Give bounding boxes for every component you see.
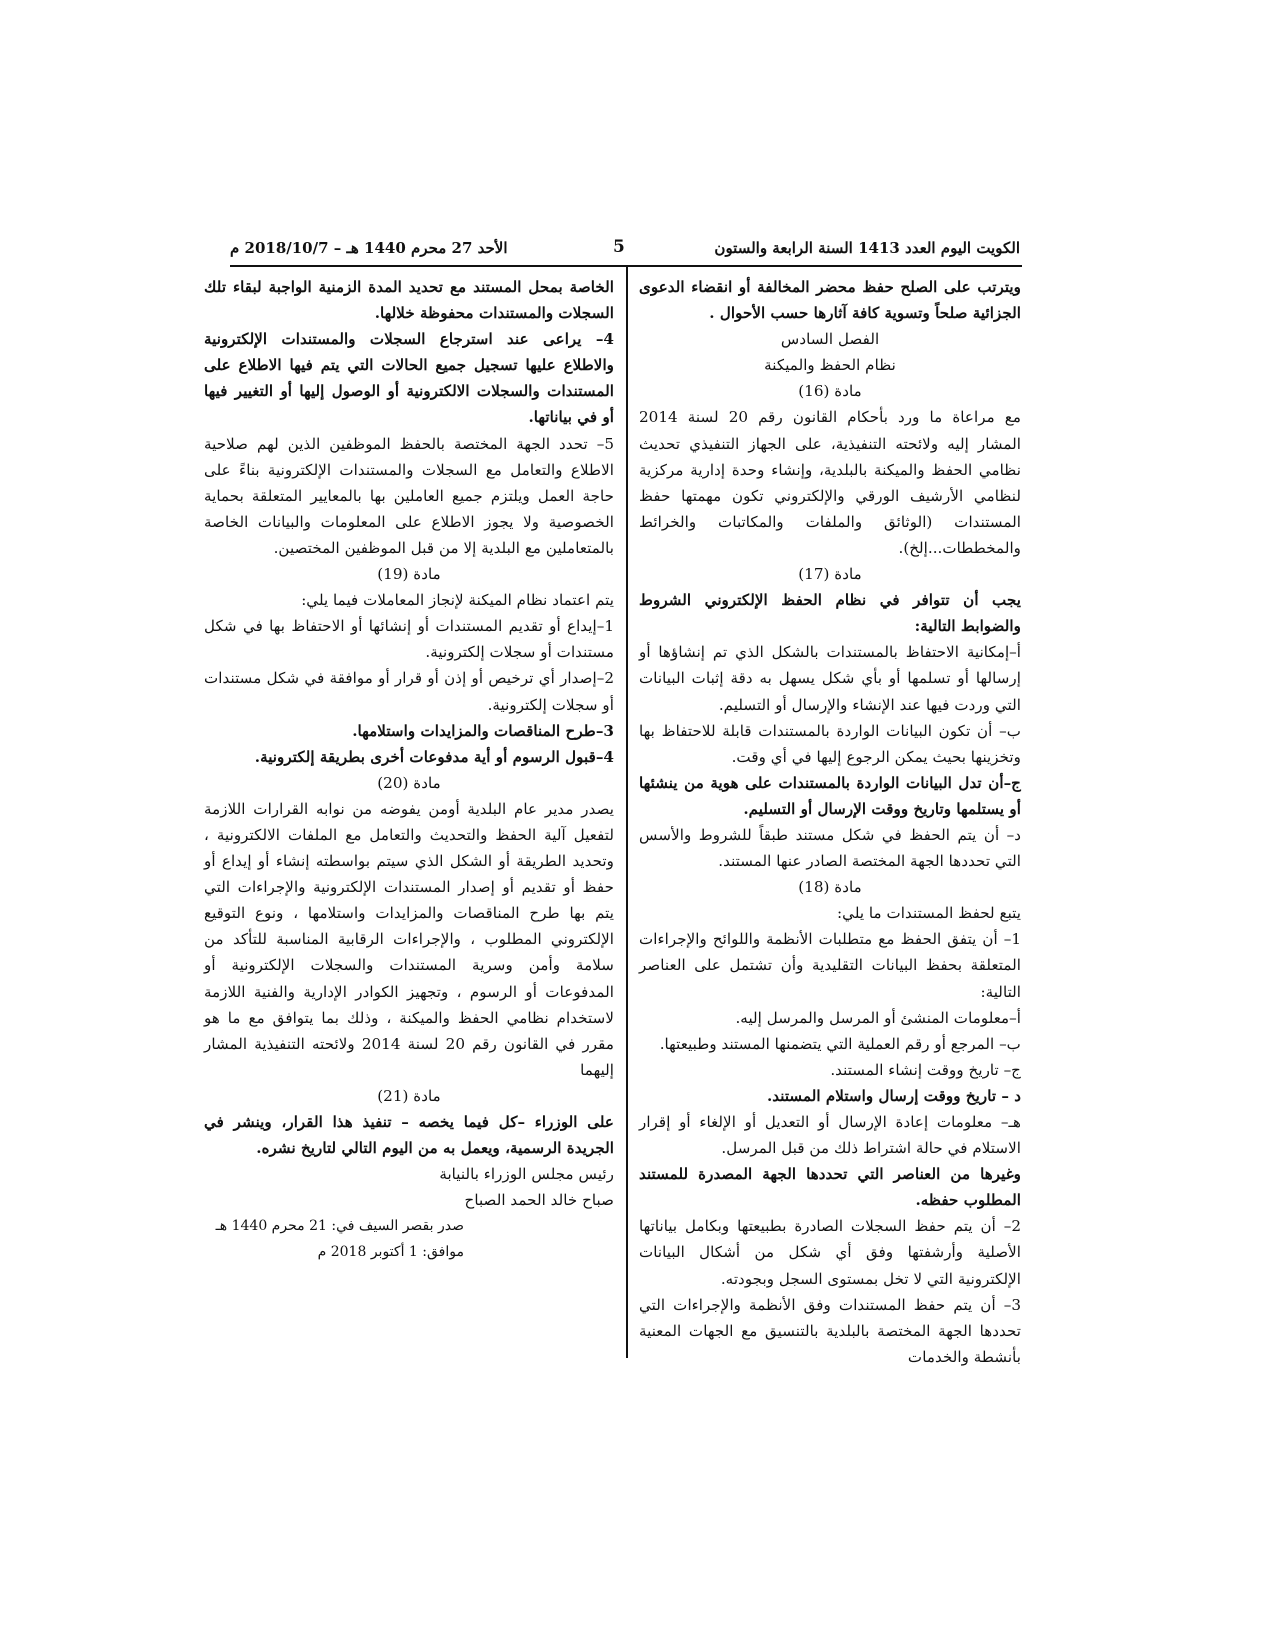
page-number: 5 — [613, 237, 625, 257]
paragraph: مع مراعاة ما ورد بأحكام القانون رقم 20 لسنة 2014 المشار إليه ولائحته التنفيذية، على الجهاز التنفيذي تحديث نظامي الحفظ والميكنة بالبلدية، وإنشاء وحدة إدارية مركزية لنظامي الأرشيف الورقي والإلكتروني تكون مهمتها حفظ المستندات (الوثائق والملفات والمكاتبات والخرائط والمخططات...إلخ). — [639, 408, 1021, 557]
list-item: أ–معلومات المنشئ أو المرسل والمرسل إليه. — [735, 1008, 1021, 1027]
list-item: 2– أن يتم حفظ السجلات الصادرة بطبيعتها وبكامل بياناتها الأصلية وأرشفتها وفق أي شكل من أشكال البيانات الإلكترونية التي لا تخل بمستوى السجل وبجودته. — [639, 1217, 1021, 1288]
list-item: 2–إصدار أي ترخيص أو إذن أو قرار أو موافقة في شكل مستندات أو سجلات إلكترونية. — [204, 669, 614, 714]
list-item: د – تاريخ ووقت إرسال واستلام المستند. — [766, 1086, 1021, 1105]
paragraph: يجب أن تتوافر في نظام الحفظ الإلكتروني الشروط والضوابط التالية: — [639, 591, 1021, 636]
chapter-number: الفصل السادس — [780, 330, 880, 349]
left-column — [204, 274, 614, 1266]
paragraph: يتبع لحفظ المستندات ما يلي: — [837, 904, 1021, 923]
article-heading: مادة (19) — [377, 565, 441, 584]
issue-date: الأحد 27 محرم 1440 هـ – 2018/10/7 م — [230, 239, 508, 257]
corresponding-date: موافق: 1 أكتوبر 2018 م — [317, 1244, 464, 1261]
list-item: هـ– معلومات إعادة الإرسال أو التعديل أو الإلغاء أو إقرار الاستلام في حالة اشتراط ذلك من قبل المرسل. — [639, 1113, 1021, 1158]
signatory-title: رئيس مجلس الوزراء بالنيابة — [439, 1165, 614, 1184]
list-item: 5– تحدد الجهة المختصة بالحفظ الموظفين الذين لهم صلاحية الاطلاع والتعامل مع السجلات والمستندات الإلكترونية بناءً على حاجة العمل ويلتزم جميع العاملين بها بالمعايير المتعلقة بحماية الخصوصية ولا يجوز الاطلاع على المعلومات والبيانات الخاصة بالمتعاملين مع البلدية إلا من قبل الموظفين المختصين. — [204, 434, 614, 557]
list-item: 4– يراعى عند استرجاع السجلات والمستندات الإلكترونية والاطلاع عليها تسجيل جميع الحالات التي يتم فيها الاطلاع على المستندات والسجلات الالكترونية أو الوصول إليها أو التغيير فيها أو في بياناتها. — [204, 330, 614, 427]
list-item: ج– تاريخ ووقت إنشاء المستند. — [830, 1060, 1021, 1079]
gazette-issue: الكويت اليوم العدد 1413 السنة الرابعة والستون — [714, 239, 1020, 257]
signatory-name: صباح خالد الحمد الصباح — [464, 1191, 614, 1210]
paragraph: يصدر مدير عام البلدية أومن يفوضه من نوابه القرارات اللازمة لتفعيل آلية الحفظ والتحديث والتعامل مع الملفات الالكترونية ، وتحديد الطريقة أو الشكل الذي سيتم بواسطته إنشاء أو إيداع أو حفظ أو تقديم أو إصدار المستندات الإلكترونية والإجراءات التي يتم بها طرح المناقصات والمزايدات واستلامها ، ونوع التوقيع الإلكتروني المطلوب ، والإجراءات الرقابية المناسبة للتأكد من سلامة وأمن وسرية المستندات والسجلات الإلكترونية أو المدفوعات أو الرسوم ، وتجهيز الكوادر الإدارية والفنية اللازمة لاستخدام نظامي الحفظ والميكنة ، وذلك بما يتوافق مع ما هو مقرر في القانون رقم 20 لسنة 2014 ولائحته التنفيذية المشار إليهما — [204, 799, 614, 1079]
article-heading: مادة (21) — [377, 1086, 441, 1105]
page-header — [230, 233, 1020, 265]
article-heading: مادة (17) — [798, 565, 862, 584]
list-item: ب– أن تكون البيانات الواردة بالمستندات قابلة للاحتفاظ بها وتخزينها بحيث يمكن الرجوع إليها في أي وقت. — [639, 721, 1021, 766]
list-item: ب– المرجع أو رقم العملية التي يتضمنها المستند وطبيعتها. — [659, 1034, 1021, 1053]
paragraph: ويترتب على الصلح حفظ محضر المخالفة أو انقضاء الدعوى الجزائية صلحاً وتسوية كافة آثارها حسب الأحوال . — [639, 278, 1021, 323]
issued-at: صدر بقصر السيف في: 21 محرم 1440 هـ — [215, 1218, 464, 1235]
paragraph: وغيرها من العناصر التي تحددها الجهة المصدرة للمستند المطلوب حفظه. — [639, 1165, 1021, 1210]
list-item: 3– أن يتم حفظ المستندات وفق الأنظمة والإجراءات التي تحددها الجهة المختصة بالبلدية بالتنسيق مع الجهات المعنية بأنشطة والخدمات — [639, 1295, 1021, 1366]
column-divider — [626, 266, 628, 1358]
list-item: 3–طرح المناقصات والمزايدات واستلامها. — [352, 721, 614, 740]
article-heading: مادة (16) — [798, 382, 862, 401]
right-column — [639, 274, 1021, 1370]
list-item: 1– أن يتفق الحفظ مع متطلبات الأنظمة واللوائح والإجراءات المتعلقة بحفظ البيانات التقليدية وأن تشتمل على العناصر التالية: — [639, 930, 1021, 1001]
paragraph: يتم اعتماد نظام الميكنة لإنجاز المعاملات فيما يلي: — [301, 591, 614, 610]
list-item: ج–أن تدل البيانات الواردة بالمستندات على هوية من ينشئها أو يستلمها وتاريخ ووقت الإرسال أو التسليم. — [639, 773, 1021, 818]
list-item: د– أن يتم الحفظ في شكل مستند طبقاً للشروط والأسس التي تحددها الجهة المختصة الصادر عنها المستند. — [639, 825, 1021, 871]
paragraph: الخاصة بمحل المستند مع تحديد المدة الزمنية الواجبة لبقاء تلك السجلات والمستندات محفوظة خلالها. — [204, 278, 614, 323]
list-item: 1–إيداع أو تقديم المستندات أو إنشائها أو الاحتفاظ بها في شكل مستندات أو سجلات إلكترونية. — [204, 617, 614, 662]
list-item: أ–إمكانية الاحتفاظ بالمستندات بالشكل الذي تم إنشاؤها أو إرسالها أو تسلمها أو بأي شكل يسهل به دقة إثبات البيانات التي وردت فيها عند الإنشاء والإرسال أو التسليم. — [639, 643, 1021, 714]
article-heading: مادة (20) — [377, 773, 441, 792]
paragraph: على الوزراء –كل فيما يخصه – تنفيذ هذا القرار، وينشر في الجريدة الرسمية، ويعمل به من اليوم التالي لتاريخ نشره. — [204, 1113, 614, 1158]
chapter-title: نظام الحفظ والميكنة — [764, 356, 896, 375]
article-heading: مادة (18) — [798, 878, 862, 897]
list-item: 4–قبول الرسوم أو أية مدفوعات أخرى بطريقة إلكترونية. — [254, 747, 614, 766]
